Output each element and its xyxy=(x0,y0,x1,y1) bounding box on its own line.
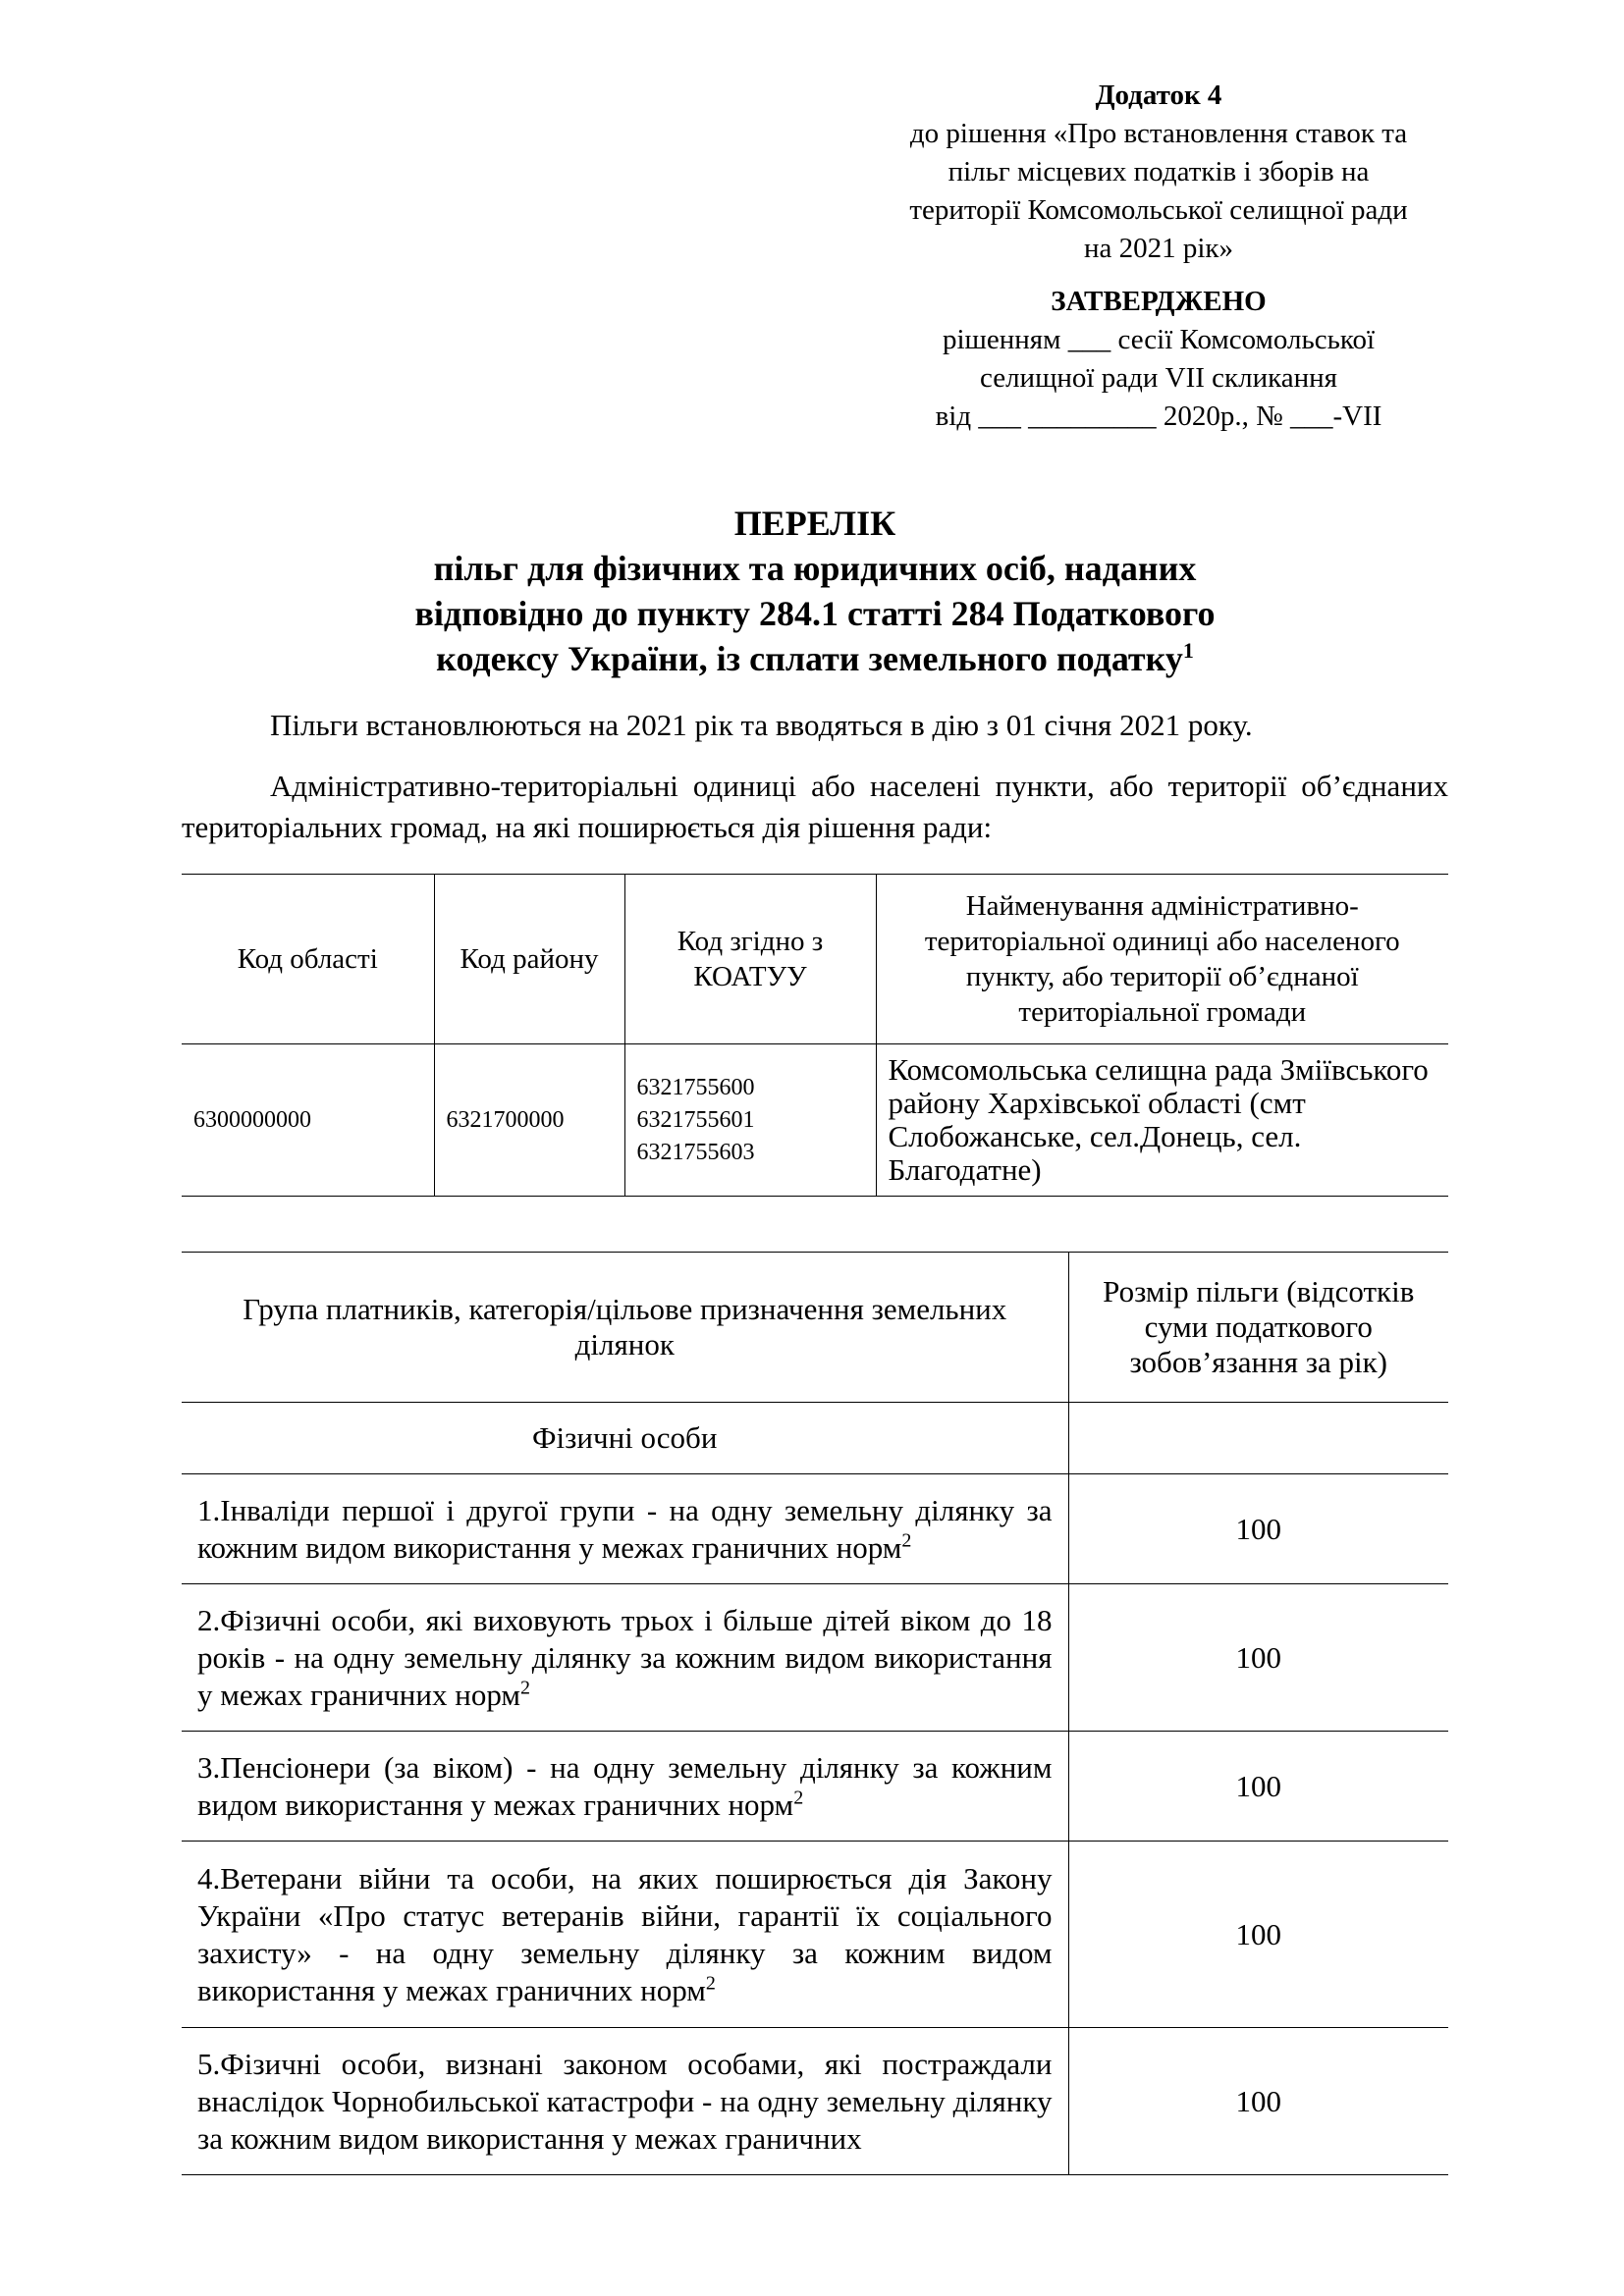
appendix-number: Додаток 4 xyxy=(1095,80,1222,111)
benefit-description xyxy=(182,1584,1068,1732)
appendix-line: території Комсомольської селищної ради xyxy=(909,194,1408,226)
footnote-mark: 2 xyxy=(793,1787,804,1809)
koatuu-code: 6321755603 xyxy=(636,1139,755,1165)
benefits-table-header xyxy=(182,1253,1448,1403)
table-row xyxy=(182,1584,1448,1732)
koatuu-codes-cell xyxy=(624,1044,876,1197)
title-line: ПЕРЕЛІК xyxy=(733,504,896,543)
benefit-value: 100 xyxy=(1068,1474,1448,1584)
title-line: пільг для фізичних та юридичних осіб, наданих xyxy=(433,549,1197,588)
territory-table-header xyxy=(182,875,1448,1044)
intro-paragraph-1: Пільги встановлюються на 2021 рік та вводяться в дію з 01 січня 2021 року. xyxy=(270,708,1253,742)
district-code-cell: 6321700000 xyxy=(434,1044,624,1197)
title-line-text: кодексу України, із сплати земельного податку xyxy=(436,639,1183,678)
approved-label: ЗАТВЕРДЖЕНО xyxy=(1051,286,1267,317)
footnote-mark: 1 xyxy=(1182,638,1194,663)
header-koatuu-code: Код згідно з КОАТУУ xyxy=(624,875,876,1044)
table-row xyxy=(182,1474,1448,1584)
table-row xyxy=(182,1842,1448,2028)
approved-line: рішенням ___ сесії Комсомольської xyxy=(943,324,1375,355)
benefit-value: 100 xyxy=(1068,1584,1448,1732)
benefit-description xyxy=(182,1474,1068,1584)
koatuu-code: 6321755601 xyxy=(636,1106,755,1133)
table-row xyxy=(182,2028,1448,2175)
benefit-description xyxy=(182,1842,1068,2028)
benefit-text: 2.Фізичні особи, які виховують трьох і більше дітей віком до 18 років - на одну земельну ділянку за кожним видом використання у межах граничних норм xyxy=(197,1602,1053,1712)
header-payer-group: Група платників, категорія/цільове призначення земельних ділянок xyxy=(182,1253,1068,1403)
appendix-line: пільг місцевих податків і зборів на xyxy=(947,156,1370,187)
header-region-code: Код області xyxy=(182,875,434,1044)
benefit-text: 4.Ветерани війни та особи, на яких поширюється дія Закону України «Про статус ветеранів війни, гарантії їх соціального захисту» - на одну земельну ділянку за кожним видом використання у межах граничних норм xyxy=(197,1860,1053,2007)
footnote-mark: 2 xyxy=(705,1972,716,1995)
territory-table xyxy=(182,874,1448,1197)
section-row xyxy=(182,1403,1448,1474)
header-territory-name: Найменування адміністративно-територіальної одиниці або населеного пункту, або території об’єднаної територіальної громади xyxy=(876,875,1448,1044)
region-code-cell: 6300000000 xyxy=(182,1044,434,1197)
benefit-description xyxy=(182,1732,1068,1842)
approved-line: селищної ради VII скликання xyxy=(979,362,1337,394)
benefit-value: 100 xyxy=(1068,1842,1448,2028)
table-row xyxy=(182,1044,1448,1197)
document-title xyxy=(182,501,1448,681)
footnote-mark: 2 xyxy=(519,1677,530,1699)
header-benefit-size: Розмір пільги (відсотків суми податкового зобов’язання за рік) xyxy=(1068,1253,1448,1403)
appendix-line: до рішення «Про встановлення ставок та xyxy=(909,118,1408,149)
appendix-block xyxy=(864,77,1453,268)
approved-line: від ___ _________ 2020р., № ___-VII xyxy=(935,400,1382,432)
benefit-text: 3.Пенсіонери (за віком) - на одну земельну ділянку за кожним видом використання у межах граничних норм xyxy=(197,1749,1053,1822)
appendix-line: на 2021 рік» xyxy=(1083,233,1234,264)
footnote-mark: 2 xyxy=(901,1529,912,1552)
section-label: Фізичні особи xyxy=(182,1403,1068,1474)
benefit-value: 100 xyxy=(1068,2028,1448,2175)
section-empty-cell xyxy=(1068,1403,1448,1474)
title-line: відповідно до пункту 284.1 статті 284 Податкового xyxy=(414,594,1216,633)
title-line-last xyxy=(182,636,1448,681)
header-district-code: Код району xyxy=(434,875,624,1044)
approved-block xyxy=(864,283,1453,436)
intro-paragraph-2: Адміністративно-територіальні одиниці або населені пункти, або території об’єднаних територіальних громад, на які поширюється дія рішення ради: xyxy=(182,769,1448,844)
benefit-text: 1.Інваліди першої і другої групи - на одну земельну ділянку за кожним видом використання у межах граничних норм xyxy=(197,1492,1053,1565)
table-row xyxy=(182,1732,1448,1842)
koatuu-code: 6321755600 xyxy=(636,1074,755,1100)
territory-name-cell: Комсомольська селищна рада Зміївського району Хархівської області (смт Слобожанське, сел.Донець, сел. Благодатне) xyxy=(876,1044,1448,1197)
benefit-description: 5.Фізичні особи, визнані законом особами, які постраждали внаслідок Чорнобильської катастрофи - на одну земельну ділянку за кожним видом використання у межах граничних xyxy=(182,2028,1068,2175)
benefits-table xyxy=(182,1252,1448,2175)
benefit-value: 100 xyxy=(1068,1732,1448,1842)
